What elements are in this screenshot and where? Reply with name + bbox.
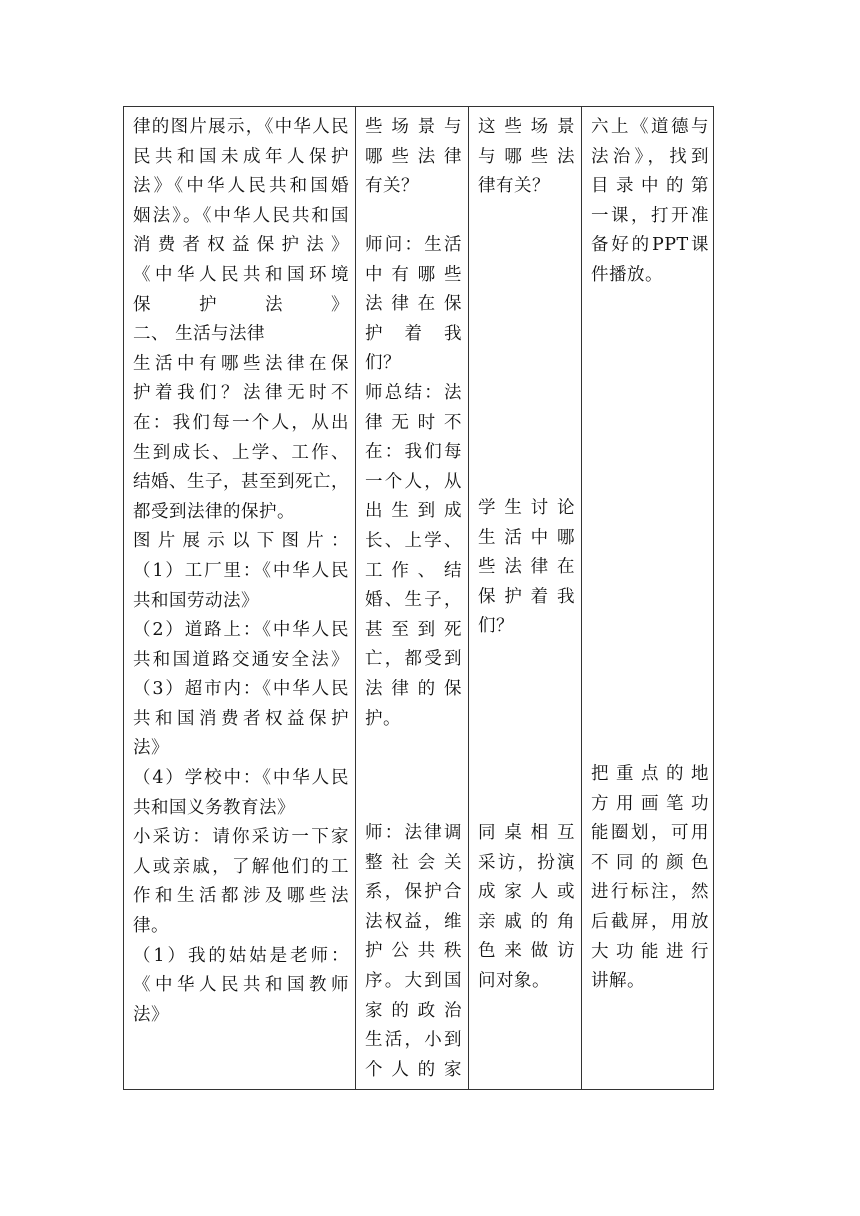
text-line: 生活，小到	[365, 1030, 462, 1051]
text-line: 都受到法律的保护。	[133, 501, 295, 522]
text-line: 《中华人民共和国教师	[133, 975, 349, 996]
text-line: 能圈划，可用	[591, 823, 709, 844]
text-line: 共和国义务教育法》	[133, 797, 295, 818]
text-line: 个人的家	[365, 1059, 462, 1080]
text-line: 们？	[365, 353, 401, 374]
text-line: 亡，都受到	[365, 649, 462, 670]
text-line: 家的政治	[365, 1000, 462, 1021]
text-line: 方用画笔功	[591, 793, 709, 814]
text-line: 作和生活都涉及哪些法	[133, 886, 349, 907]
teacher-summary-block	[365, 231, 462, 734]
text-line: 长、上学、	[365, 530, 462, 551]
text-line: 生活中哪	[478, 527, 575, 548]
text-line: 大功能进行	[591, 941, 709, 962]
text-line: （4）学校中：《中华人民	[133, 768, 349, 789]
text-line: 讲解。	[591, 971, 645, 992]
text-line: 系，保护合	[365, 882, 462, 903]
text-line: 护。	[365, 708, 401, 729]
text-line: 甚至到死	[365, 619, 462, 640]
text-line: 法》	[133, 738, 169, 759]
text-line: 师总结：法	[365, 382, 462, 403]
text-line: 法》	[133, 1004, 169, 1025]
text-line: 不同的颜色	[591, 852, 709, 873]
teacher-explanation-block	[365, 819, 462, 1085]
text-line: 亲戚的角	[478, 911, 575, 932]
text-line: 二、 生活与法律	[133, 324, 266, 345]
text-line: 消费者权益保护法》	[133, 235, 349, 256]
text-line: 共和国消费者权益保护	[133, 708, 349, 729]
teaching-content-column	[124, 107, 356, 1089]
text-line: 问对象。	[478, 970, 550, 991]
text-line: 图片展示以下图片：	[133, 531, 349, 552]
text-line: 在：我们每一个人，从出	[133, 412, 349, 433]
text-line: 法权益，维	[365, 911, 462, 932]
text-line: （1）工厂里：《中华人民	[133, 560, 349, 581]
text-line: 后截屏，用放	[591, 911, 709, 932]
ppt-instruction-block	[591, 113, 709, 291]
text-line: 中有哪些	[365, 264, 462, 285]
text-line: 们？	[478, 616, 514, 637]
text-line: 师：法律调	[365, 823, 462, 843]
text-line: 师问：生活	[365, 235, 462, 255]
text-line: 保护法》	[133, 294, 349, 315]
text-line: 法律的保	[365, 678, 462, 699]
text-line: 有关？	[365, 176, 419, 197]
technology-usage-column	[582, 107, 715, 1089]
text-line: 法》《中华人民共和国婚	[133, 176, 349, 197]
text-line: 哪些法律	[365, 146, 462, 167]
text-line: 法律在保	[365, 294, 462, 315]
text-line: 护着我们？法律无时不	[133, 383, 349, 404]
text-line: 保护着我	[478, 586, 575, 607]
text-line: 进行标注，然	[591, 882, 709, 903]
text-line: 些场景与	[365, 117, 462, 137]
text-line: 序。大到国	[365, 970, 462, 991]
student-activity-column	[469, 107, 582, 1089]
text-line: 生活中有哪些法律在保	[133, 353, 349, 374]
text-line: 护公共秩	[365, 941, 462, 962]
teacher-question-block	[365, 113, 462, 202]
text-line: 整社会关	[365, 852, 462, 873]
text-line: 色来做访	[478, 941, 575, 962]
student-question-block	[478, 113, 575, 202]
text-line: 与哪些法	[478, 146, 575, 167]
text-line: 律无时不	[365, 412, 462, 433]
text-line: 法治》，找到	[591, 146, 709, 167]
text-line: （3）超市内：《中华人民	[133, 679, 349, 700]
text-line: 目录中的第	[591, 176, 709, 197]
text-line: 工作、结	[365, 560, 462, 581]
text-line: 学生讨论	[478, 498, 575, 518]
text-line: 生到成长、上学、工作、	[133, 442, 349, 463]
text-line: 备好的PPT课	[591, 235, 709, 256]
text-line: 《中华人民共和国环境	[133, 264, 349, 285]
text-line: 在：我们每	[365, 442, 462, 463]
text-line: （2）道路上：《中华人民	[133, 620, 349, 641]
text-line: 律的图片展示，《中华人民	[133, 117, 349, 137]
text-line: 把重点的地	[591, 764, 709, 784]
text-line: 律。	[133, 916, 169, 937]
text-line: 采访，扮演	[478, 852, 575, 873]
text-line: 护 着 我	[365, 323, 462, 344]
text-line: 成家人或	[478, 882, 575, 903]
lesson-plan-table	[123, 106, 714, 1090]
text-line: 结婚、生子，甚至到死亡，	[133, 472, 349, 493]
text-line: 共和国道路交通安全法》	[133, 649, 349, 670]
text-line: 共和国劳动法》	[133, 590, 259, 611]
text-line: 这些场景	[478, 117, 575, 137]
text-line: 姻法》。《中华人民共和国	[133, 205, 349, 226]
text-line: 一个人，从	[365, 471, 462, 492]
text-line: 律有关？	[478, 176, 550, 197]
teacher-activity-column	[356, 107, 469, 1089]
text-line: （1）我的姑姑是老师：	[133, 945, 349, 966]
text-line: 出生到成	[365, 501, 462, 522]
student-discussion-block	[478, 494, 575, 642]
annotation-instruction-block	[591, 760, 709, 997]
text-line: 人或亲戚，了解他们的工	[133, 856, 349, 877]
text-line: 件播放。	[591, 264, 663, 285]
text-line: 小采访：请你采访一下家	[133, 827, 349, 848]
text-line: 一课，打开准	[591, 205, 709, 226]
text-line: 民共和国未成年人保护	[133, 146, 349, 167]
teaching-content-text	[133, 113, 349, 1030]
text-line: 些法律在	[478, 557, 575, 578]
text-line: 六上《道德与	[591, 117, 709, 137]
text-line: 婚、生子，	[365, 590, 462, 611]
text-line: 同桌相互	[478, 823, 575, 843]
student-interview-block	[478, 819, 575, 997]
